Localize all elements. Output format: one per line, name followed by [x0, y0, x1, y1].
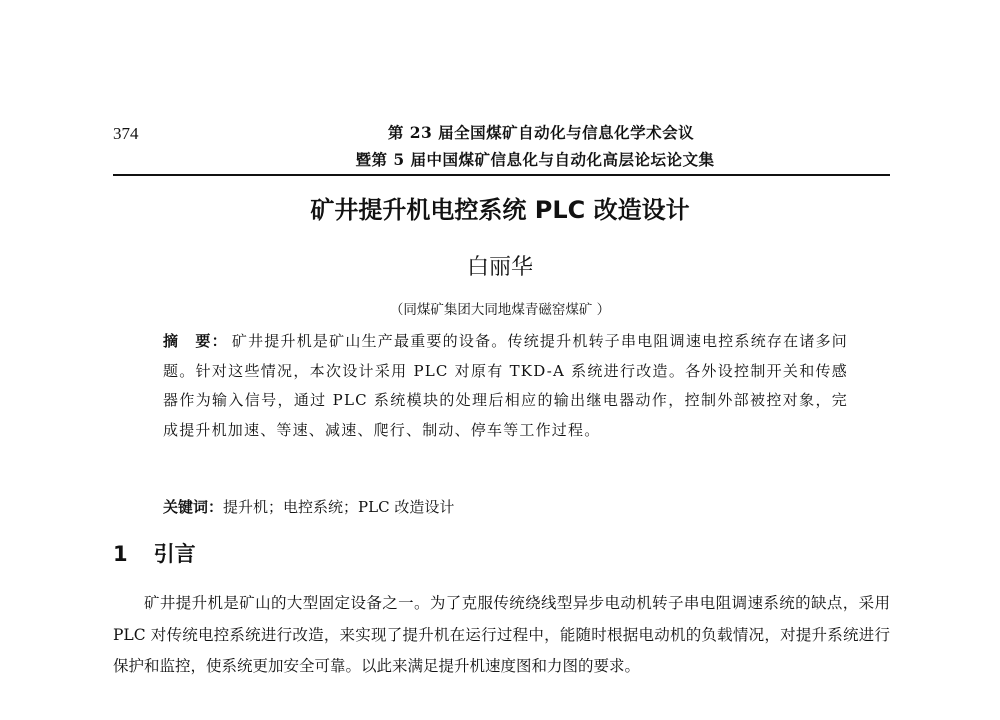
abstract-text: 矿井提升机是矿山生产最重要的设备。传统提升机转子串电阻调速电控系统存在诸多问题。针对这些情况，本次设计采用 PLC 对原有 TKD-A 系统进行改造。各外设控制开关和传感器作为输入信号，通过 PLC 系统模块的处理后相应的输出继电器动作，控制外部被控对象，完成提升机加速、等速、减速、爬行、制动、停车等工作过程。 [163, 332, 848, 439]
keywords [163, 496, 454, 517]
keywords-label: 关键词： [163, 498, 224, 516]
section-number: 1 [113, 542, 128, 566]
keywords-text: 提升机；电控系统；PLC 改造设计 [223, 498, 455, 516]
body-paragraph: 矿井提升机是矿山的大型固定设备之一。为了克服传统绕线型异步电动机转子串电阻调速系统的缺点，采用 PLC 对传统电控系统进行改造，来实现了提升机在运行过程中，能随时根据电动机的负载情况，对提升系统进行保护和监控，使系统更加安全可靠。以此来满足提升机速度图和力图的要求。 [113, 594, 890, 675]
section-title: 引言 [153, 542, 196, 566]
conference-title-line-2: 暨第 5 届中国煤矿信息化与自动化高层论坛论文集 [355, 150, 715, 169]
author-name: 白丽华 [466, 255, 533, 280]
author-affiliation: （同煤矿集团大同地煤青磁窑煤矿 ） [389, 302, 611, 318]
abstract [163, 327, 848, 445]
section-heading [113, 538, 196, 568]
conference-title-line-1: 第 23 届全国煤矿自动化与信息化学术会议 [387, 123, 695, 142]
header-divider [113, 174, 890, 176]
abstract-label: 摘 要： [163, 332, 228, 350]
page-number: 374 [113, 124, 139, 143]
paper-title: 矿井提升机电控系统 PLC 改造设计 [310, 196, 690, 224]
